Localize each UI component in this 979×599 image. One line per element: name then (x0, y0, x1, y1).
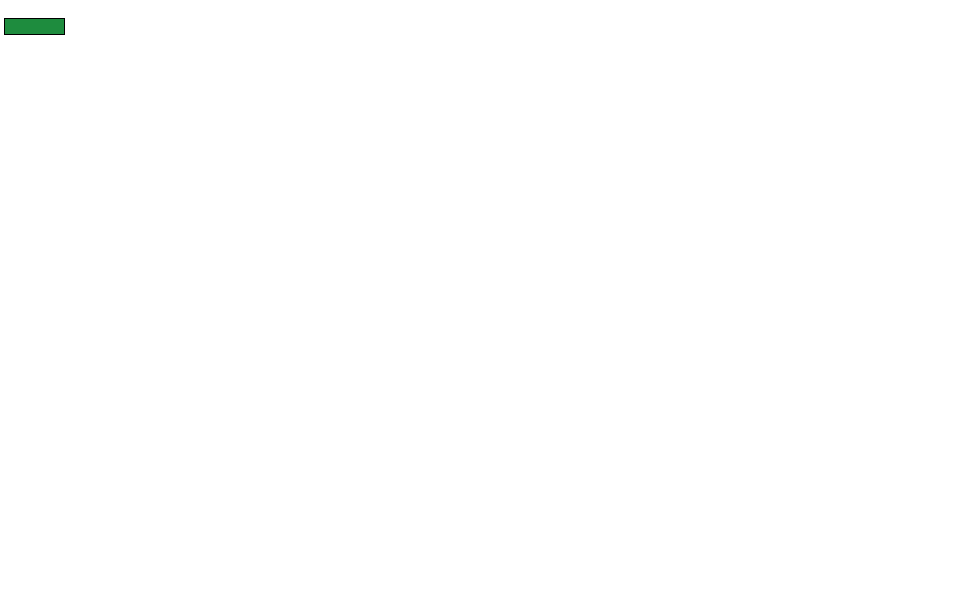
month-label (4, 18, 65, 35)
